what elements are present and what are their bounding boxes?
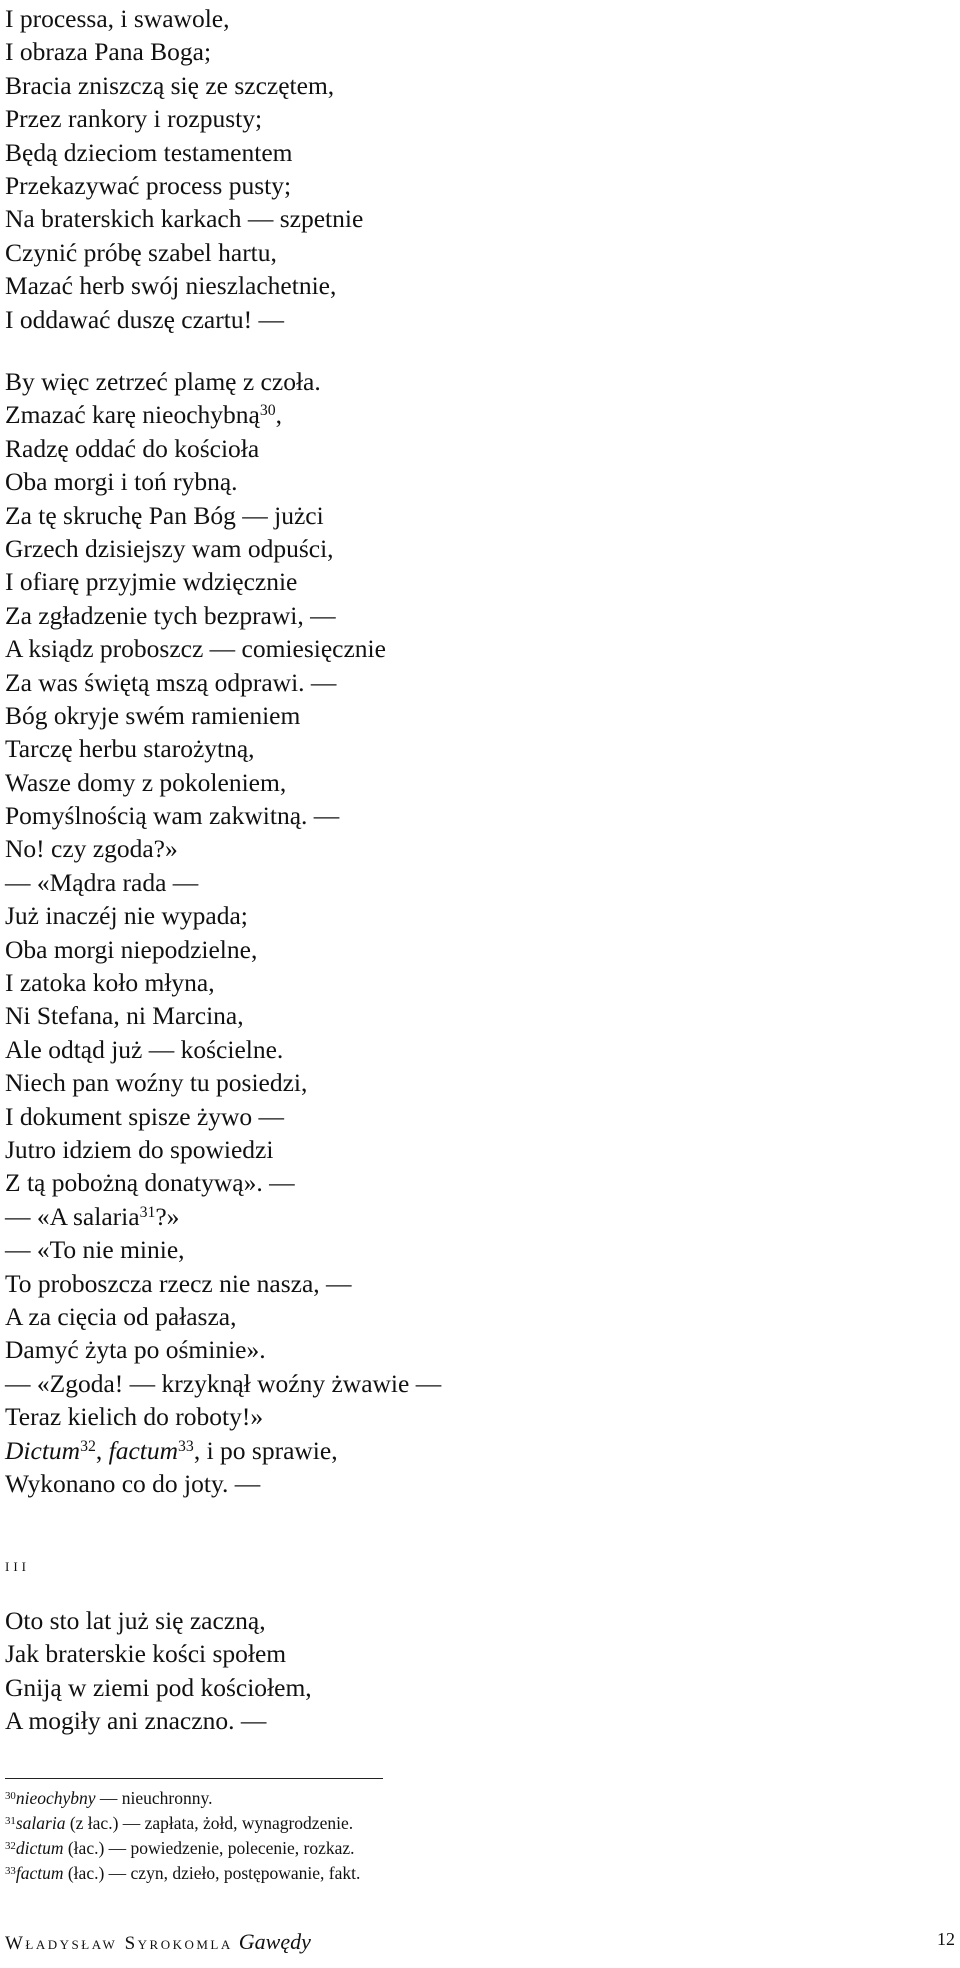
latin-term: factum bbox=[108, 1435, 179, 1465]
poem-line bbox=[5, 1333, 441, 1366]
footnote-ref: 31 bbox=[139, 1203, 156, 1221]
poem-line: Przekazywać process pusty; bbox=[5, 170, 292, 200]
poem-line: I obraza Pana Boga; bbox=[5, 37, 212, 67]
poem-line: I oddawać duszę czartu! — bbox=[5, 304, 284, 334]
poem-line-text: Za tę skruchę Pan Bóg — jużci bbox=[5, 500, 324, 530]
poem-line bbox=[5, 732, 441, 765]
poem-line-text: Za was świętą mszą odprawi. — bbox=[5, 667, 337, 697]
footnote bbox=[5, 1786, 360, 1811]
poem-line-separator: , bbox=[95, 1435, 109, 1465]
poem-line bbox=[5, 1300, 441, 1333]
running-footer bbox=[5, 1929, 955, 1959]
poem-line-text: Jutro idziem do spowiedzi bbox=[5, 1134, 274, 1164]
footer-author: Władysław Syrokomla bbox=[5, 1933, 233, 1954]
footnote-term: salaria bbox=[15, 1813, 66, 1833]
poem-line-punctuation: ?» bbox=[155, 1201, 180, 1231]
poem-line-text: Tarczę herbu starożytną, bbox=[5, 734, 255, 764]
poem-line bbox=[5, 1267, 441, 1300]
poem-line bbox=[5, 365, 441, 398]
footnote-gloss: (z łac.) — zapłata, żołd, wynagrodzenie. bbox=[65, 1813, 354, 1833]
footnote-number: 31 bbox=[5, 1815, 16, 1828]
poem-line-text: I ofiarę przyjmie wdzięcznie bbox=[5, 567, 298, 597]
footnote-ref: 32 bbox=[80, 1437, 96, 1455]
poem-line bbox=[5, 1467, 441, 1500]
poem-line bbox=[5, 1100, 441, 1133]
poem-line: A mogiły ani znaczno. — bbox=[5, 1706, 267, 1736]
poem-line-text: To proboszcza rzecz nie nasza, — bbox=[5, 1268, 352, 1298]
poem-line: Będą dzieciom testamentem bbox=[5, 137, 293, 167]
poem-line-text: Za zgładzenie tych bezprawi, — bbox=[5, 600, 336, 630]
footnote bbox=[5, 1811, 360, 1836]
poem-line bbox=[5, 1133, 441, 1166]
poem-line bbox=[5, 766, 441, 799]
poem-line-text: Ale odtąd już — kościelne. bbox=[5, 1034, 284, 1064]
poem-line-text: Z tą pobożną donatywą». — bbox=[5, 1168, 295, 1198]
poem-line bbox=[5, 866, 441, 899]
footnote-gloss: (łac.) — powiedzenie, polecenie, rozkaz. bbox=[63, 1838, 355, 1858]
poem-line bbox=[5, 1367, 441, 1400]
poem-line bbox=[5, 1400, 441, 1433]
poem-line-text: Bóg okryje swém ramieniem bbox=[5, 700, 301, 730]
poem-line-text: A ksiądz proboszcz — comiesięcznie bbox=[5, 634, 386, 664]
footnote-term: factum bbox=[15, 1863, 64, 1883]
poem-line: Bracia zniszczą się ze szczętem, bbox=[5, 70, 335, 100]
poem-line-text: No! czy zgoda?» bbox=[5, 834, 178, 864]
poem-line bbox=[5, 1166, 441, 1199]
poem-line bbox=[5, 432, 441, 465]
poem-line bbox=[5, 499, 441, 532]
page-number: 12 bbox=[937, 1929, 955, 1949]
footnotes-list bbox=[5, 1786, 360, 1886]
poem-stanza bbox=[5, 2, 363, 336]
poem-line-latin bbox=[5, 1434, 441, 1467]
poem-line: Jak braterskie kości społem bbox=[5, 1639, 287, 1669]
poem-line bbox=[5, 1233, 441, 1266]
footnote-gloss: — nieuchronny. bbox=[95, 1788, 213, 1808]
poem-line-text: Damyć żyta po ośminie». bbox=[5, 1335, 266, 1365]
poem-line-text: Niech pan woźny tu posiedzi, bbox=[5, 1068, 308, 1098]
poem-line: Oto sto lat już się zaczną, bbox=[5, 1606, 266, 1635]
poem-stanza bbox=[5, 1604, 312, 1738]
poem-line: Na braterskich karkach — szpetnie bbox=[5, 204, 364, 234]
footnote-ref: 30 bbox=[259, 402, 276, 420]
poem-line bbox=[5, 966, 441, 999]
footnote-number: 30 bbox=[5, 1790, 16, 1803]
footnote bbox=[5, 1836, 360, 1861]
poem-line bbox=[5, 933, 441, 966]
footnote-ref: 33 bbox=[178, 1437, 194, 1455]
poem-line bbox=[5, 1033, 441, 1066]
poem-line-text: Radzę oddać do kościoła bbox=[5, 433, 260, 463]
poem-line-text: I dokument spisze żywo — bbox=[5, 1101, 285, 1131]
poem-line bbox=[5, 1200, 441, 1233]
poem-line bbox=[5, 666, 441, 699]
poem-line: Czynić próbę szabel hartu, bbox=[5, 237, 277, 267]
poem-line bbox=[5, 1066, 441, 1099]
section-numeral: iii bbox=[5, 1555, 30, 1576]
footer-book-title: Gawędy bbox=[238, 1929, 311, 1954]
poem-line bbox=[5, 532, 441, 565]
poem-line-text: Wasze domy z pokoleniem, bbox=[5, 767, 287, 797]
footnote-number: 32 bbox=[5, 1840, 16, 1853]
poem-line: I processa, i swawole, bbox=[5, 4, 230, 33]
poem-line bbox=[5, 799, 441, 832]
footnote-gloss: (łac.) — czyn, dzieło, postępowanie, fakt. bbox=[63, 1863, 361, 1883]
footnote-number: 33 bbox=[5, 1865, 16, 1878]
poem-line bbox=[5, 465, 441, 498]
poem-line: Mazać herb swój nieszlachetnie, bbox=[5, 271, 337, 301]
footnote-term: nieochybny bbox=[15, 1788, 96, 1808]
poem-line-text: — «Zgoda! — krzyknął woźny żwawie — bbox=[5, 1368, 442, 1398]
poem-line-text: Już inaczéj nie wypada; bbox=[5, 901, 248, 931]
poem-line-text: I zatoka koło młyna, bbox=[5, 968, 215, 998]
poem-stanza bbox=[5, 365, 441, 1500]
poem-line-text: Zmazać karę nieochybną bbox=[5, 400, 260, 430]
poem-line bbox=[5, 699, 441, 732]
poem-line bbox=[5, 832, 441, 865]
poem-line bbox=[5, 398, 441, 431]
latin-term: Dictum bbox=[5, 1435, 81, 1465]
poem-line bbox=[5, 565, 441, 598]
poem-line-text: Grzech dzisiejszy wam odpuści, bbox=[5, 533, 334, 563]
poem-line: Gniją w ziemi pod kościołem, bbox=[5, 1672, 312, 1702]
poem-line bbox=[5, 899, 441, 932]
poem-line-text: Oba morgi niepodzielne, bbox=[5, 934, 258, 964]
poem-line-text: A za cięcia od pałasza, bbox=[5, 1301, 237, 1331]
poem-line bbox=[5, 632, 441, 665]
footnote-divider bbox=[5, 1778, 383, 1779]
poem-line-text: Oba morgi i toń rybną. bbox=[5, 467, 238, 497]
poem-line: Przez rankory i rozpusty; bbox=[5, 104, 263, 134]
poem-line-text: Ni Stefana, ni Marcina, bbox=[5, 1001, 244, 1031]
poem-line bbox=[5, 599, 441, 632]
poem-line-text: Wykonano co do joty. — bbox=[5, 1468, 261, 1498]
poem-line-text: By więc zetrzeć plamę z czoła. bbox=[5, 367, 321, 396]
poem-line-text: — «A salaria bbox=[5, 1201, 140, 1231]
poem-line-punctuation: , bbox=[275, 400, 283, 430]
poem-line-text: — «Mądra rada — bbox=[5, 867, 199, 897]
poem-line-text: Teraz kielich do roboty!» bbox=[5, 1402, 264, 1432]
poem-line-text: Pomyślnością wam zakwitną. — bbox=[5, 801, 340, 831]
footnote-term: dictum bbox=[15, 1838, 64, 1858]
footnote bbox=[5, 1861, 360, 1886]
poem-line bbox=[5, 999, 441, 1032]
poem-line-text: , i po sprawie, bbox=[193, 1435, 338, 1465]
poem-line-text: — «To nie minie, bbox=[5, 1235, 185, 1265]
